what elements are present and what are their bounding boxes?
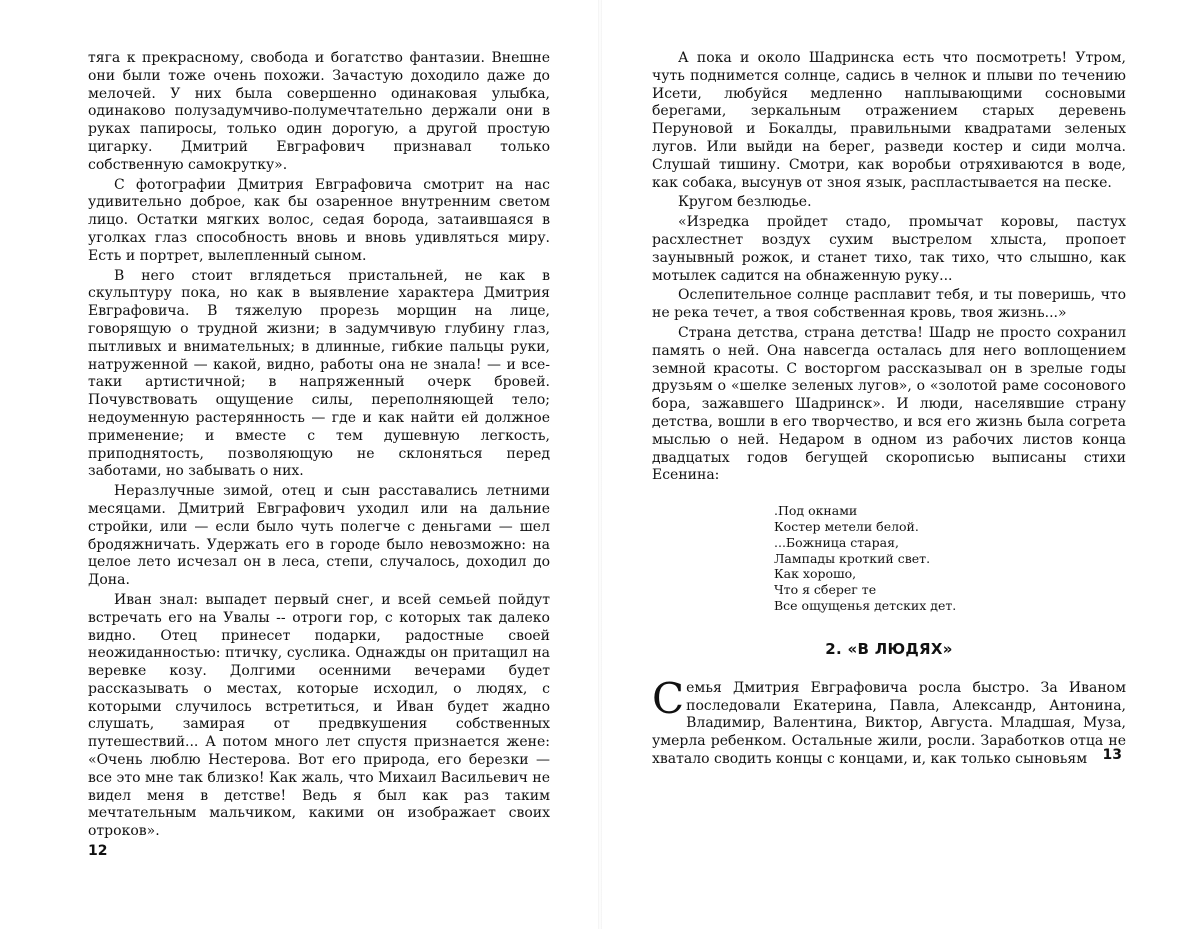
paragraph: Страна детства, страна детства! Шадр не просто сохранил память о ней. Она навсегда осталась для него воплощением земной красоты. С восторгом рассказывал он в зрелые годы друзьям о «шелке зеленых лугов», о «золотой раме сосонового бора, зажавшего Шадринск». И люди, населявшие страну детства, вошли в его творчество, и вся его жизнь была согрета мыслью о ней. Недаром в одном из рабочих листов конца двадцатых годов бегущей скорописью выписаны стихи Есенина: [652, 324, 1126, 484]
paragraph: С фотографии Дмитрия Евграфовича смотрит на нас удивительно доброе, как бы озаренное внутренним светом лицо. Остатки мягких волос, седая борода, затаившаяся в уголках глаз способность вновь и вновь удивляться миру. Есть и портрет, вылепленный сыном. [88, 176, 550, 264]
page-number: 13 [1102, 747, 1122, 763]
poem-line: .Под окнами [774, 503, 858, 519]
poem-line: Лампады кроткий свет. [774, 550, 931, 566]
section-heading: 2. «В ЛЮДЯХ» [825, 639, 953, 658]
quote-paragraph: «Изредка пройдет стадо, промычат коровы, пастух расхлестнет воздух сухим выстрелом хлыста, пропоет заунывный рожок, и станет тихо, так тихо, что слышно, как мотылек садится на обнаженную руку... [652, 214, 1126, 284]
right-text-column [652, 50, 1126, 769]
paragraph: Иван знал: выпадет первый снег, и всей семьей пойдут встречать его на Увалы -- отроги гор, с которых так далеко видно. Отец принесет подарки, радостные своей неожиданностью: птичку, суслика. Однажды он притащил на веревке козу. Долгими осенними вечерами будет рассказывать о местах, которые исходил, о людях, с которыми случилось встретиться, и Иван будет жадно слушать, замирая от предвкушения собственных путешествий... А потом много лет спустя признается жене: «Очень люблю Нестерова. Вот его природа, его березки — все это мне так близко! Как жаль, что Михаил Васильевич не видел меня в детстве! Ведь я был как раз таким мечтательным мальчиком, какими он изображает своих отроков». [88, 591, 550, 840]
paragraph: В него стоит вглядеться пристальней, не как в скульптуру пока, но как в выявление характера Дмитрия Евграфовича. В тяжелую прорезь морщин на лице, говорящую о трудной жизни; в задумчивую глубину глаз, пытливых и внимательных; в длинные, гибкие пальцы руки, натруженной — какой, видно, работы она не знала! — и все-таки артистичной; в напряженный очерк бровей. Почувствовать ощущение силы, переполняющей тело; недоуменную растерянность — где и как найти ей должное применение; и вместе с тем душевную легкость, приподнятость, позволяющую не склоняться перед заботами, но забывать о них. [88, 267, 550, 480]
dropcap-paragraph-text: емья Дмитрия Евграфовича росла быстро. За Иваном последовали Екатерина, Павла, Александр, Антонина, Владимир, Валентина, Виктор, Августа. Младшая, Муза, умерла ребенком. Остальные жили, росли. Заработков отца не хватало сводить концы с концами, и, как только сыновьям [652, 679, 1126, 767]
paragraph: А пока и около Шадринска есть что посмотреть! Утром, чуть поднимется солнце, садись в челнок и плыви по течению Исети, любуйся медленно наплывающими сосновыми берегами, зеркальным отражением старых деревень Перуновой и Бокалды, правильными квадратами зеленых лугов. Или выйди на берег, разведи костер и сиди молча. Слушай тишину. Смотри, как воробьи отряхиваются в воде, как собака, высунув от зноя язык, распластывается на песке. [652, 50, 1126, 191]
poem-line: Все ощущенья детских дет. [774, 597, 957, 613]
poem [774, 503, 1126, 614]
paragraph: тяга к прекрасному, свобода и богатство фантазии. Внешне они были тоже очень похожи. Зачастую доходило даже до мелочей. У них была совершенно одинаковая улыбка, одинаково полузадумчиво-полумечтательно держали они в руках папиросы, только один дорогую, а другой простую цигарку. Дмитрий Евграфович признавал только собственную самокрутку». [88, 50, 550, 173]
dropcap-paragraph [652, 673, 1126, 769]
poem-line: Костер метели белой. [774, 518, 919, 534]
quote-paragraph: Ослепительное солнце расплавит тебя, и ты поверишь, что не река течет, а твоя собственная кровь, твоя жизнь...» [652, 287, 1126, 322]
paragraph: Кругом безлюдье. [678, 194, 812, 211]
dropcap-letter: С [652, 673, 685, 723]
poem-line: ...Божница старая, [774, 534, 899, 550]
paragraph: Неразлучные зимой, отец и сын расставались летними месяцами. Дмитрий Евграфович уходил или на дальние стройки, или — если было чуть полегче с деньгами — шел бродяжничать. Удержать его в городе было невозможно: на целое лето исчезал он в леса, степи, случалось, доходил до Дона. [88, 483, 550, 589]
poem-line: Как хорошо, [774, 566, 857, 582]
page-number: 12 [88, 843, 108, 859]
left-text-column [88, 50, 550, 841]
right-page [600, 0, 1200, 929]
poem-line: Что я сберег те [774, 582, 877, 598]
